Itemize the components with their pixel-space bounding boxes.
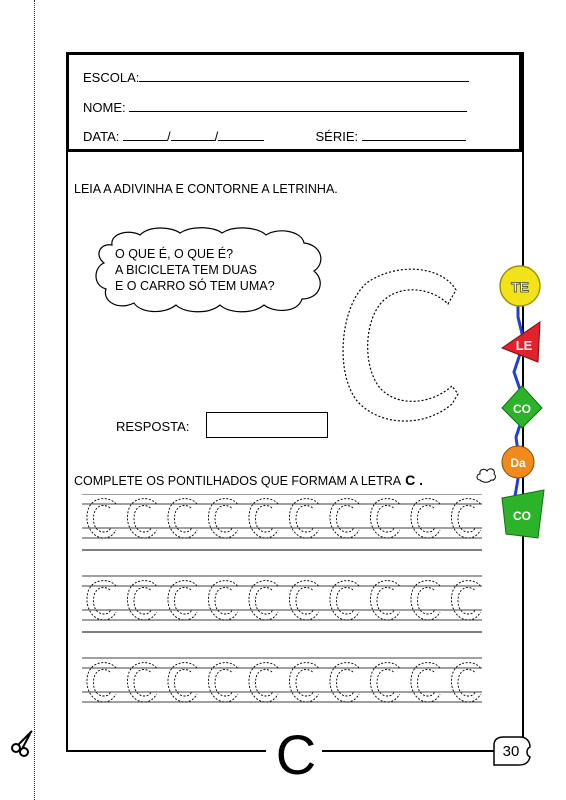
syllable-label: CO	[513, 509, 531, 523]
dotted-letter-c[interactable]	[451, 499, 480, 538]
dotted-letter-c[interactable]	[451, 663, 480, 702]
instruction-complete-text: COMPLETE OS PONTILHADOS QUE FORMAM A LETRA	[74, 474, 402, 488]
dotted-letter-c[interactable]	[87, 499, 116, 538]
date-separator: /	[214, 129, 219, 144]
syllable-badge-co	[502, 386, 542, 428]
tracing-rows[interactable]	[82, 494, 482, 704]
escola-row	[83, 69, 469, 85]
dotted-letter-c[interactable]	[330, 499, 359, 538]
nome-field[interactable]	[129, 99, 467, 112]
data-label: DATA:	[83, 129, 120, 144]
dotted-letter-c[interactable]	[289, 499, 318, 538]
answer-label: RESPOSTA:	[116, 419, 190, 434]
syllable-label: Da	[510, 456, 526, 470]
dotted-letter-c[interactable]	[208, 499, 237, 538]
dotted-letter-c[interactable]	[411, 663, 440, 702]
syllable-badge-da	[502, 446, 534, 478]
nome-row	[83, 99, 467, 115]
serie-field[interactable]	[362, 128, 466, 141]
dotted-letter-c[interactable]	[370, 581, 399, 620]
dotted-letter-c[interactable]	[451, 581, 480, 620]
dotted-letter-c[interactable]	[330, 663, 359, 702]
serie-label: SÉRIE:	[315, 129, 359, 144]
escola-label: ESCOLA:	[83, 70, 140, 85]
answer-input-box[interactable]	[206, 412, 328, 438]
scissors-icon	[8, 728, 38, 758]
dotted-letter-c[interactable]	[289, 663, 318, 702]
student-info-header	[66, 52, 522, 152]
footer-letter-c	[270, 728, 322, 778]
syllable-chain-decoration	[496, 262, 556, 552]
frame-bottom-right	[322, 750, 494, 752]
dotted-letter-c[interactable]	[411, 581, 440, 620]
dotted-letter-c[interactable]	[127, 581, 156, 620]
page-number: 30	[502, 743, 520, 760]
riddle-line: A BICICLETA TEM DUAS	[115, 263, 257, 277]
riddle-text	[115, 246, 275, 294]
dotted-letter-c[interactable]	[127, 663, 156, 702]
dotted-letter-c[interactable]	[127, 499, 156, 538]
instruction-letter: C .	[405, 472, 424, 488]
data-day-field[interactable]	[123, 128, 167, 141]
riddle-line: E O CARRO SÓ TEM UMA?	[115, 279, 275, 293]
data-month-field[interactable]	[171, 128, 215, 141]
big-dotted-letter-c[interactable]	[338, 262, 463, 427]
dotted-letter-c[interactable]	[289, 581, 318, 620]
frame-bottom-left	[66, 750, 266, 752]
date-separator: /	[166, 129, 171, 144]
dotted-letter-c[interactable]	[411, 499, 440, 538]
dotted-letter-c[interactable]	[208, 663, 237, 702]
dotted-letter-c[interactable]	[208, 581, 237, 620]
syllable-badge-te	[500, 266, 540, 306]
data-row	[83, 128, 466, 144]
dotted-letter-c[interactable]	[168, 581, 197, 620]
footer-letter: C	[275, 728, 317, 778]
nome-label: NOME:	[83, 100, 126, 115]
dotted-letter-c[interactable]	[370, 663, 399, 702]
syllable-label: LE	[515, 338, 533, 353]
cut-line	[34, 0, 35, 800]
thought-cloud-icon	[475, 466, 497, 484]
instruction-read-riddle: LEIA A ADIVINHA E CONTORNE A LETRINHA.	[74, 182, 338, 196]
dotted-letter-c[interactable]	[168, 499, 197, 538]
dotted-letter-c[interactable]	[249, 581, 278, 620]
riddle-line: O QUE É, O QUE É?	[115, 247, 234, 261]
syllable-label: CO	[513, 402, 531, 416]
dotted-letter-c[interactable]	[87, 663, 116, 702]
dotted-letter-c[interactable]	[249, 499, 278, 538]
syllable-label: TE	[511, 279, 529, 295]
syllable-badge-co-2	[502, 490, 544, 538]
instruction-complete-dots	[74, 472, 423, 488]
dotted-letter-c[interactable]	[330, 581, 359, 620]
dotted-letter-c[interactable]	[249, 663, 278, 702]
dotted-letter-c[interactable]	[168, 663, 197, 702]
data-year-field[interactable]	[218, 128, 264, 141]
dotted-letter-c[interactable]	[87, 581, 116, 620]
dotted-letter-c[interactable]	[370, 499, 399, 538]
escola-field[interactable]	[139, 69, 469, 82]
